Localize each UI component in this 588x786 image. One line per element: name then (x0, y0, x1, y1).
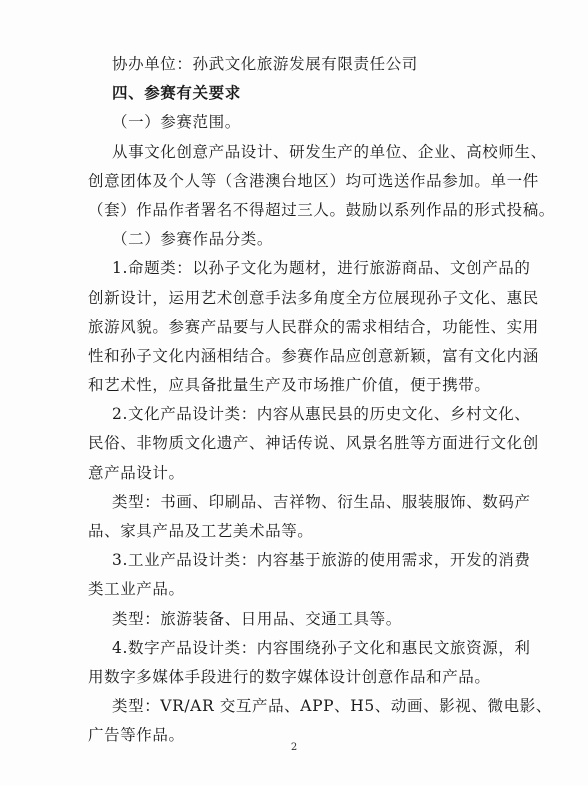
document-body (88, 50, 555, 751)
paragraph-line: 4.数字产品设计类：内容围绕孙子文化和惠民文旅资源，利 (112, 638, 531, 657)
paragraph-line: 和艺术性，应具备批量生产及市场推广价值，便于携带。 (88, 376, 491, 395)
paragraph-line: 2.文化产品设计类：内容从惠民县的历史文化、乡村文化、 (112, 405, 531, 424)
paragraph-line: 类型：旅游装备、日用品、交通工具等。 (112, 609, 402, 628)
paragraph-line: 创意团体及个人等（含港澳台地区）均可选送作品参加。单一件 (88, 171, 539, 190)
page-number: 2 (290, 742, 298, 753)
paragraph-line: 创新设计，运用艺术创意手法多角度全方位展现孙子文化、惠民 (88, 288, 539, 307)
section-heading-requirements: 四、参赛有关要求 (112, 84, 241, 103)
paragraph-line: 类型：书画、印刷品、吉祥物、衍生品、服装服饰、数码产 (112, 492, 531, 511)
subheading-scope: （一）参赛范围。 (112, 113, 241, 132)
paragraph-line: 用数字多媒体手段进行的数字媒体设计创意作品和产品。 (88, 667, 491, 686)
paragraph-line: 类工业产品。 (88, 580, 185, 599)
paragraph-line: 民俗、非物质文化遗产、神话传说、风景名胜等方面进行文化创 (88, 434, 539, 453)
subheading-categories: （二）参赛作品分类。 (112, 230, 274, 249)
paragraph-line: 性和孙子文化内涵相结合。参赛作品应创意新颖，富有文化内涵 (88, 346, 539, 365)
paragraph-line: 旅游风貌。参赛产品要与人民群众的需求相结合，功能性、实用 (88, 317, 539, 336)
paragraph-line: 类型：VR/AR 交互产品、APP、H5、动画、影视、微电影、 (112, 697, 552, 716)
paragraph-line: 品、家具产品及工艺美术品等。 (88, 522, 314, 540)
co-organizer-line: 协办单位：孙武文化旅游发展有限责任公司 (112, 55, 418, 73)
paragraph-line: 广告等作品。 (88, 726, 185, 745)
paragraph-line: 意产品设计。 (88, 463, 185, 482)
paragraph-line: 3.工业产品设计类：内容基于旅游的使用需求，开发的消费 (112, 551, 531, 570)
paragraph-line: （套）作品作者署名不得超过三人。鼓励以系列作品的形式投稿。 (88, 200, 555, 219)
paragraph-line: 从事文化创意产品设计、研发生产的单位、企业、高校师生、 (112, 142, 547, 161)
paragraph-line: 1.命题类：以孙子文化为题材，进行旅游商品、文创产品的 (112, 259, 531, 278)
